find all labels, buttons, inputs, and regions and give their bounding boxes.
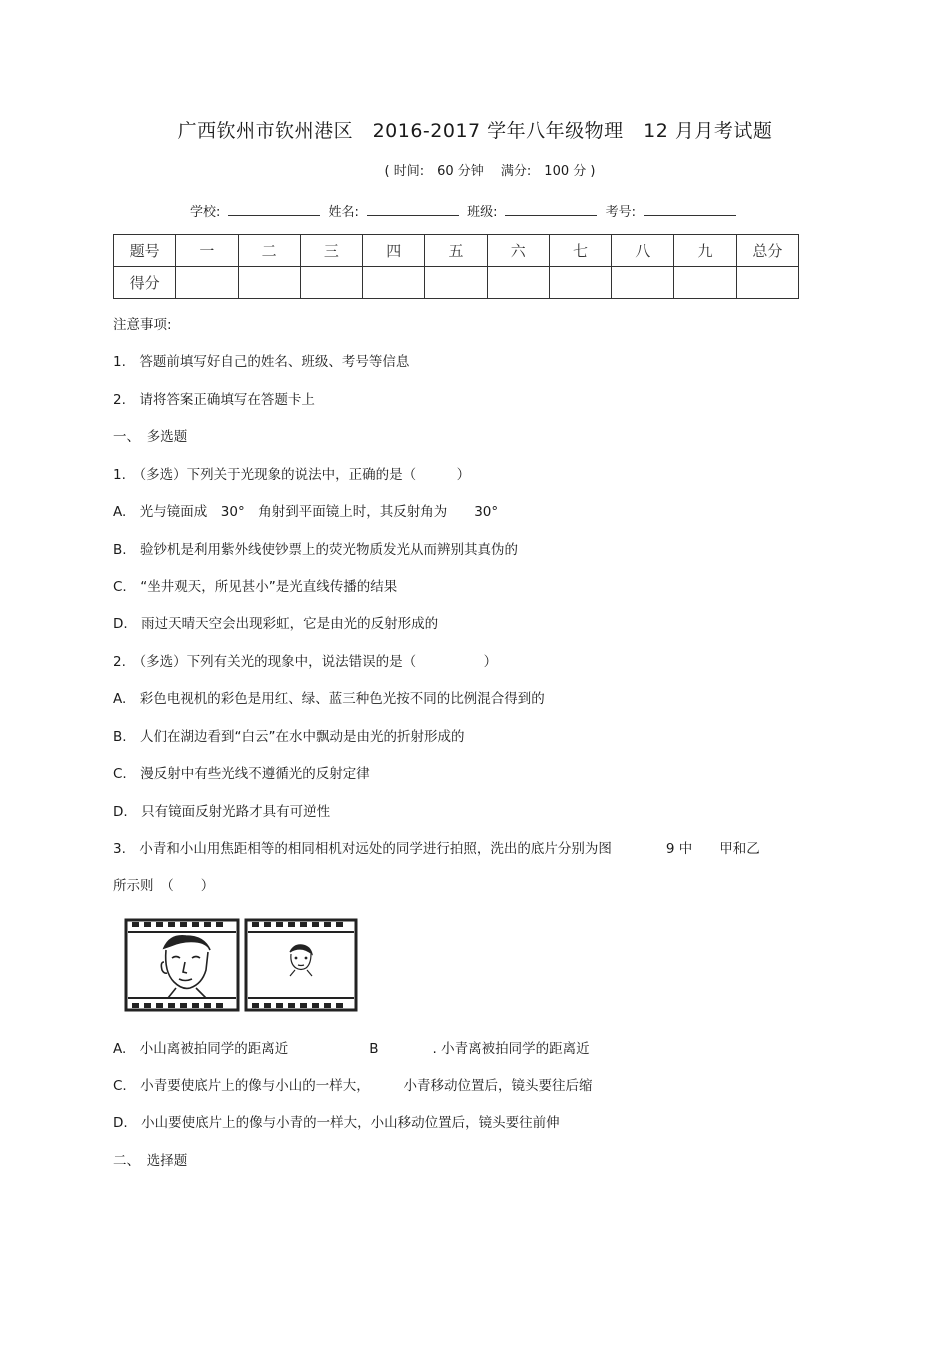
option-b: B. 验钞机是利用紫外线使钞票上的荧光物质发光从而辨别其真伪的 bbox=[113, 542, 519, 558]
film-negative-jia bbox=[126, 920, 238, 1010]
score-cell[interactable] bbox=[425, 267, 487, 299]
score-cell[interactable] bbox=[736, 267, 798, 299]
score-table-score-row bbox=[114, 267, 799, 299]
score-table-header-row bbox=[114, 235, 799, 267]
option-c: C. 小青要使底片上的像与小山的一样大， 小青移动位置后，镜头要往后缩 bbox=[113, 1078, 593, 1094]
film-negative-yi bbox=[246, 920, 356, 1010]
class-blank[interactable] bbox=[505, 203, 597, 216]
name-blank[interactable] bbox=[367, 203, 459, 216]
student-info-line bbox=[190, 201, 740, 220]
header-cell: 三 bbox=[300, 235, 362, 267]
header-cell: 八 bbox=[612, 235, 674, 267]
score-cell[interactable] bbox=[300, 267, 362, 299]
option-a: A. 彩色电视机的彩色是用红、绿、蓝三种色光按不同的比例混合得到的 bbox=[113, 691, 545, 707]
question-stem: 2. （多选）下列有关光的现象中，说法错误的是（ ） bbox=[113, 654, 498, 670]
header-cell: 二 bbox=[238, 235, 300, 267]
score-cell[interactable] bbox=[487, 267, 549, 299]
option-c: C. 漫反射中有些光线不遵循光的反射定律 bbox=[113, 766, 370, 782]
exam-number-label: 考号: bbox=[605, 205, 636, 220]
option-d: D. 只有镜面反射光路才具有可逆性 bbox=[113, 804, 331, 820]
score-cell[interactable] bbox=[176, 267, 238, 299]
question-stem: 3. 小青和小山用焦距相等的相同相机对远处的同学进行拍照，洗出的底片分别为图 9 中 甲和乙 bbox=[113, 841, 760, 857]
header-cell: 总分 bbox=[736, 235, 798, 267]
section-heading: 二、 选择题 bbox=[113, 1153, 188, 1169]
note-item: 2. 请将答案正确填写在答题卡上 bbox=[113, 392, 315, 408]
header-cell: 七 bbox=[549, 235, 611, 267]
name-label: 姓名: bbox=[328, 205, 359, 220]
score-cell[interactable] bbox=[363, 267, 425, 299]
class-label: 班级: bbox=[467, 205, 498, 220]
exam-number-blank[interactable] bbox=[644, 203, 736, 216]
exam-time-and-score: ( 时间: 60 分钟 满分: 100 分 ) bbox=[384, 164, 596, 179]
option-d: D. 小山要使底片上的像与小青的一样大，小山移动位置后，镜头要往前伸 bbox=[113, 1115, 560, 1131]
question-stem-continued: 所示则 （ ） bbox=[113, 878, 215, 894]
film-negatives-figure bbox=[124, 918, 360, 1014]
score-cell[interactable] bbox=[238, 267, 300, 299]
option-a: A. 光与镜面成 30° 角射到平面镜上时，其反射角为 30° bbox=[113, 504, 499, 520]
score-cell[interactable] bbox=[674, 267, 736, 299]
score-table bbox=[113, 234, 799, 299]
section-heading: 一、 多选题 bbox=[113, 429, 188, 445]
header-cell: 五 bbox=[425, 235, 487, 267]
option-a: A. 小山离被拍同学的距离近 B . 小青离被拍同学的距离近 bbox=[113, 1041, 590, 1057]
header-cell: 题号 bbox=[114, 235, 176, 267]
header-cell: 九 bbox=[674, 235, 736, 267]
option-b: B. 人们在湖边看到“白云”在水中飘动是由光的折射形成的 bbox=[113, 729, 465, 745]
school-label: 学校: bbox=[190, 205, 221, 220]
score-label-cell: 得分 bbox=[114, 267, 176, 299]
school-blank[interactable] bbox=[228, 203, 320, 216]
header-cell: 四 bbox=[363, 235, 425, 267]
score-cell[interactable] bbox=[549, 267, 611, 299]
notes-heading: 注意事项: bbox=[113, 317, 172, 333]
page-title: 广西钦州市钦州港区 2016-2017 学年八年级物理 12 月月考试题 bbox=[177, 120, 773, 142]
option-d: D. 雨过天晴天空会出现彩虹，它是由光的反射形成的 bbox=[113, 616, 439, 632]
score-cell[interactable] bbox=[612, 267, 674, 299]
question-stem: 1. （多选）下列关于光现象的说法中，正确的是（ ） bbox=[113, 467, 471, 483]
note-item: 1. 答题前填写好自己的姓名、班级、考号等信息 bbox=[113, 354, 410, 370]
header-cell: 一 bbox=[176, 235, 238, 267]
option-c: C. “坐井观天，所见甚小”是光直线传播的结果 bbox=[113, 579, 398, 595]
header-cell: 六 bbox=[487, 235, 549, 267]
